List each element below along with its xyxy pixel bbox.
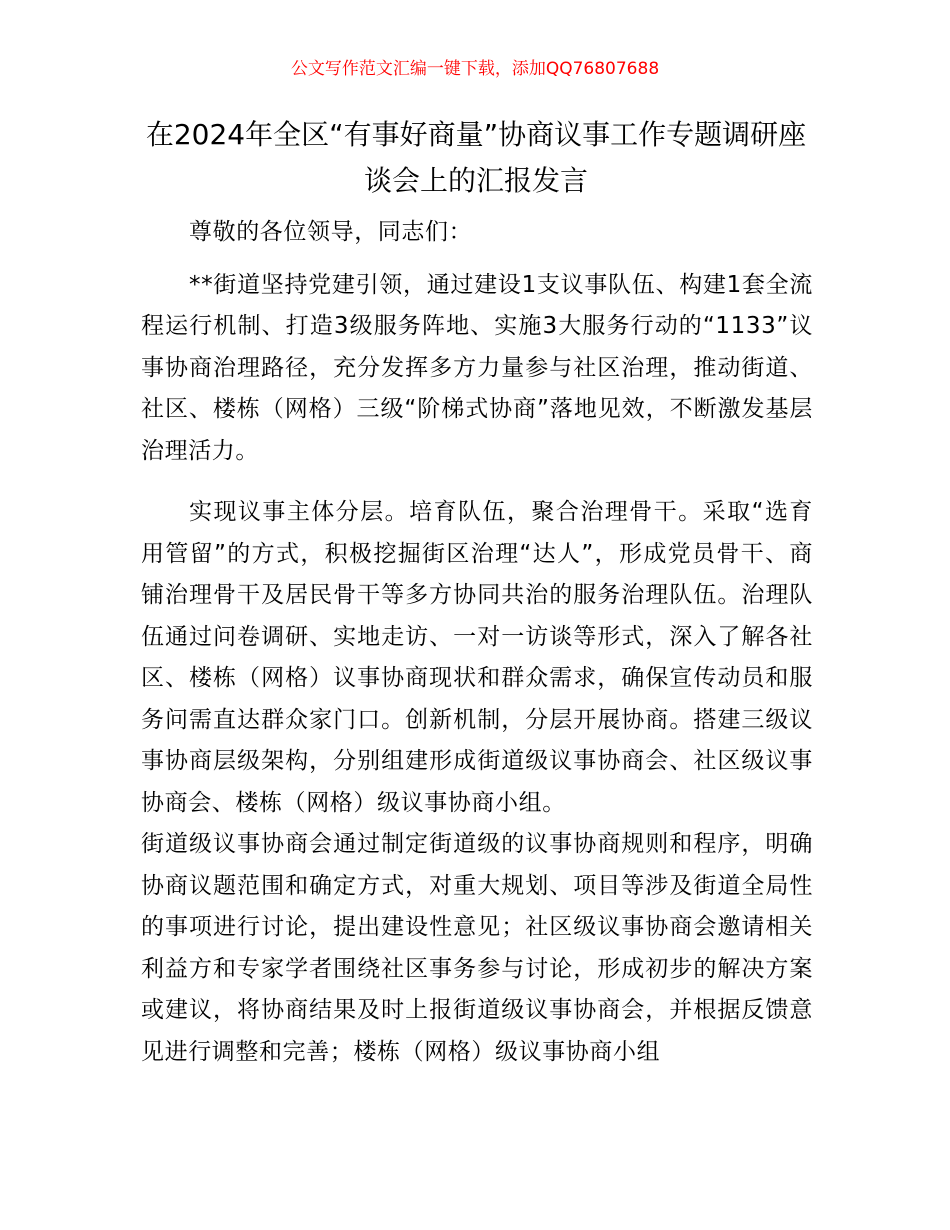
- document-body: [141, 212, 813, 1073]
- document-title: 在2024年全区“有事好商量”协商议事工作专题调研座谈会上的汇报发言: [145, 118, 807, 197]
- download-notice: 公文写作范文汇编一键下载，添加QQ76807688: [290, 59, 660, 79]
- greeting: 尊敬的各位领导，同志们：: [189, 219, 473, 245]
- paragraph-three-levels: 街道级议事协商会通过制定街道级的议事协商规则和程序，明确协商议题范围和确定方式，对重大规划、项目等涉及街道全局性的事项进行讨论，提出建设性意见；社区级议事协商会邀请相关利益方和专家学者围绕社区事务参与讨论，形成初步的解决方案或建议，将协商结果及时上报街道级议事协商会，并根据反馈意见进行调整和完善；楼栋（网格）级议事协商小组: [141, 831, 813, 1065]
- paragraph-intro: **街道坚持党建引领，通过建设1支议事队伍、构建1套全流程运行机制、打造3级服务阵地、实施3大服务行动的“1133”议事协商治理路径，充分发挥多方力量参与社区治理，推动街道、社区、楼栋（网格）三级“阶梯式协商”落地见效，不断激发基层治理活力。: [141, 271, 813, 464]
- paragraph-tiered-subjects: 实现议事主体分层。培育队伍，聚合治理骨干。采取“选育用管留”的方式，积极挖掘街区治理“达人”，形成党员骨干、商铺治理骨干及居民骨干等多方协同共治的服务治理队伍。治理队伍通过问卷调研、实地走访、一对一访谈等形式，深入了解各社区、楼栋（网格）议事协商现状和群众需求，确保宣传动员和服务问需直达群众家门口。创新机制，分层开展协商。搭建三级议事协商层级架构，分别组建形成街道级议事协商会、社区级议事协商会、楼栋（网格）级议事协商小组。: [141, 499, 813, 816]
